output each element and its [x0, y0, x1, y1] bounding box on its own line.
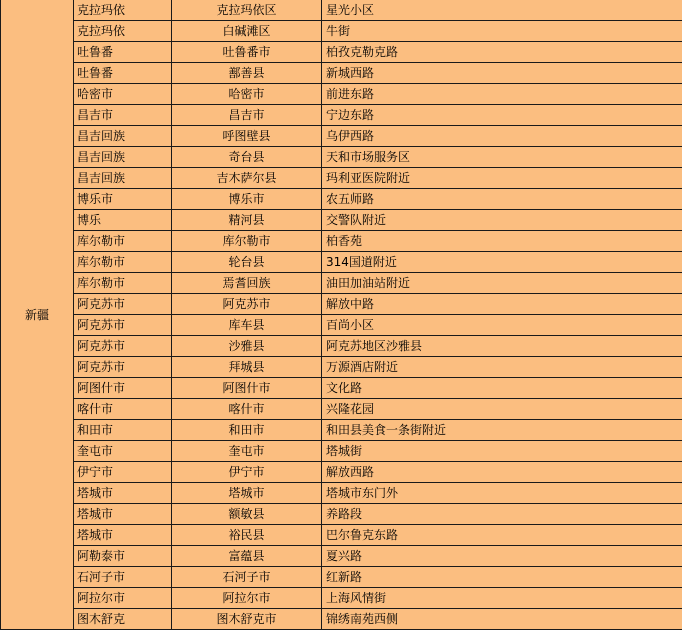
address-cell: 牛街: [322, 21, 682, 42]
district-cell: 伊宁市: [172, 462, 322, 483]
address-cell: 巴尔鲁克东路: [322, 525, 682, 546]
table-row: [1, 462, 682, 483]
district-cell: 精河县: [172, 210, 322, 231]
city-cell: 昌吉回族: [74, 147, 172, 168]
table-row: [1, 588, 682, 609]
district-cell: 图木舒克市: [172, 609, 322, 630]
table-row: [1, 567, 682, 588]
address-cell: 锦绣南苑西侧: [322, 609, 682, 630]
table-row: [1, 273, 682, 294]
address-cell: 万源酒店附近: [322, 357, 682, 378]
address-cell: 星光小区: [322, 0, 682, 21]
city-cell: 图木舒克: [74, 609, 172, 630]
district-cell: 富蕴县: [172, 546, 322, 567]
address-cell: 314国道附近: [322, 252, 682, 273]
city-cell: 哈密市: [74, 84, 172, 105]
district-cell: 奇台县: [172, 147, 322, 168]
city-cell: 阿拉尔市: [74, 588, 172, 609]
district-cell: 库尔勒市: [172, 231, 322, 252]
address-cell: 宁边东路: [322, 105, 682, 126]
district-cell: 沙雅县: [172, 336, 322, 357]
district-cell: 奎屯市: [172, 441, 322, 462]
table-row: [1, 63, 682, 84]
district-cell: 阿图什市: [172, 378, 322, 399]
district-cell: 和田市: [172, 420, 322, 441]
district-cell: 阿拉尔市: [172, 588, 322, 609]
city-cell: 石河子市: [74, 567, 172, 588]
address-cell: 乌伊西路: [322, 126, 682, 147]
city-cell: 阿克苏市: [74, 357, 172, 378]
address-cell: 新城西路: [322, 63, 682, 84]
address-cell: 塔城街: [322, 441, 682, 462]
district-cell: 额敏县: [172, 504, 322, 525]
district-cell: 石河子市: [172, 567, 322, 588]
table-row: [1, 84, 682, 105]
address-cell: 塔城市东门外: [322, 483, 682, 504]
district-cell: 塔城市: [172, 483, 322, 504]
city-cell: 阿克苏市: [74, 336, 172, 357]
city-cell: 吐鲁番: [74, 63, 172, 84]
address-cell: 玛利亚医院附近: [322, 168, 682, 189]
locations-table-body: [1, 0, 682, 630]
address-cell: 柏孜克勒克路: [322, 42, 682, 63]
city-cell: 克拉玛依: [74, 21, 172, 42]
district-cell: 博乐市: [172, 189, 322, 210]
city-cell: 吐鲁番: [74, 42, 172, 63]
district-cell: 焉耆回族: [172, 273, 322, 294]
district-cell: 阿克苏市: [172, 294, 322, 315]
address-cell: 百尚小区: [322, 315, 682, 336]
city-cell: 阿克苏市: [74, 294, 172, 315]
table-row: [1, 168, 682, 189]
address-cell: 和田县美食一条街附近: [322, 420, 682, 441]
address-cell: 前进东路: [322, 84, 682, 105]
district-cell: 库车县: [172, 315, 322, 336]
address-cell: 柏香苑: [322, 231, 682, 252]
city-cell: 塔城市: [74, 504, 172, 525]
city-cell: 奎屯市: [74, 441, 172, 462]
table-row: [1, 378, 682, 399]
city-cell: 和田市: [74, 420, 172, 441]
address-cell: 解放中路: [322, 294, 682, 315]
district-cell: 克拉玛依区: [172, 0, 322, 21]
district-cell: 拜城县: [172, 357, 322, 378]
address-cell: 养路段: [322, 504, 682, 525]
province-cell: 新疆: [1, 0, 74, 630]
table-row: [1, 483, 682, 504]
address-cell: 油田加油站附近: [322, 273, 682, 294]
table-row: [1, 126, 682, 147]
city-cell: 昌吉回族: [74, 168, 172, 189]
table-row: [1, 336, 682, 357]
district-cell: 哈密市: [172, 84, 322, 105]
address-cell: 兴隆花园: [322, 399, 682, 420]
table-row: [1, 399, 682, 420]
city-cell: 喀什市: [74, 399, 172, 420]
address-cell: 交警队附近: [322, 210, 682, 231]
district-cell: 吐鲁番市: [172, 42, 322, 63]
district-cell: 呼图壁县: [172, 126, 322, 147]
district-cell: 轮台县: [172, 252, 322, 273]
table-row: [1, 21, 682, 42]
address-cell: 文化路: [322, 378, 682, 399]
table-row: [1, 420, 682, 441]
table-row: [1, 42, 682, 63]
table-row: [1, 147, 682, 168]
city-cell: 塔城市: [74, 525, 172, 546]
table-row: [1, 441, 682, 462]
city-cell: 昌吉回族: [74, 126, 172, 147]
address-cell: 上海风情街: [322, 588, 682, 609]
table-row: [1, 504, 682, 525]
city-cell: 塔城市: [74, 483, 172, 504]
table-row: [1, 210, 682, 231]
city-cell: 阿克苏市: [74, 315, 172, 336]
city-cell: 库尔勒市: [74, 252, 172, 273]
city-cell: 博乐: [74, 210, 172, 231]
address-cell: 阿克苏地区沙雅县: [322, 336, 682, 357]
address-cell: 解放西路: [322, 462, 682, 483]
district-cell: 喀什市: [172, 399, 322, 420]
table-row: [1, 357, 682, 378]
city-cell: 阿勒泰市: [74, 546, 172, 567]
district-cell: 裕民县: [172, 525, 322, 546]
city-cell: 昌吉市: [74, 105, 172, 126]
table-row: [1, 189, 682, 210]
district-cell: 吉木萨尔县: [172, 168, 322, 189]
table-row: [1, 525, 682, 546]
district-cell: 昌吉市: [172, 105, 322, 126]
city-cell: 库尔勒市: [74, 273, 172, 294]
address-cell: 夏兴路: [322, 546, 682, 567]
address-cell: 红新路: [322, 567, 682, 588]
city-cell: 阿图什市: [74, 378, 172, 399]
address-cell: 农五师路: [322, 189, 682, 210]
table-row: [1, 252, 682, 273]
city-cell: 伊宁市: [74, 462, 172, 483]
table-row: [1, 315, 682, 336]
address-cell: 天和市场服务区: [322, 147, 682, 168]
city-cell: 博乐市: [74, 189, 172, 210]
table-row: [1, 546, 682, 567]
table-row: [1, 105, 682, 126]
city-cell: 库尔勒市: [74, 231, 172, 252]
table-row: [1, 294, 682, 315]
city-cell: 克拉玛依: [74, 0, 172, 21]
table-row: [1, 0, 682, 21]
district-cell: 鄯善县: [172, 63, 322, 84]
table-row: [1, 231, 682, 252]
table-row: [1, 609, 682, 630]
district-cell: 白碱滩区: [172, 21, 322, 42]
